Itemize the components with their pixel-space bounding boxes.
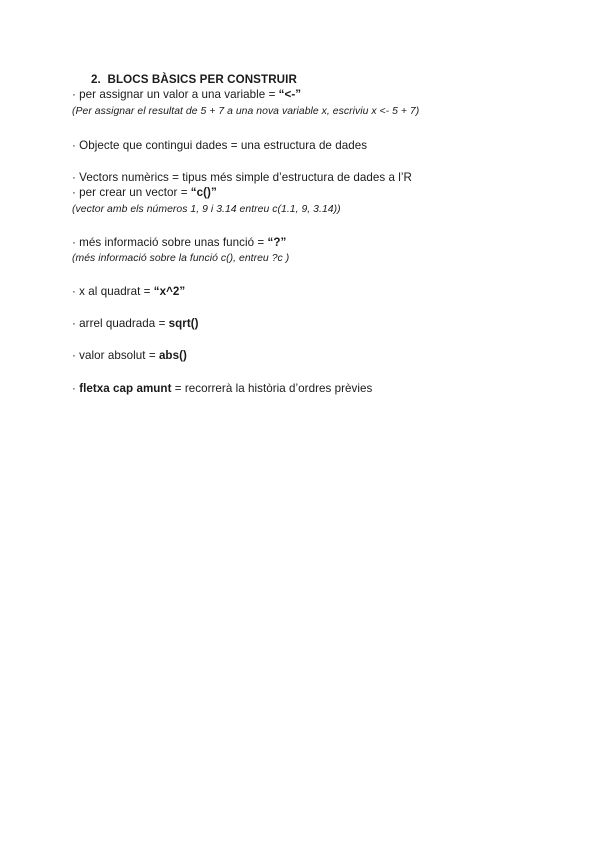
- section-title: BLOCS BÀSICS PER CONSTRUIR: [107, 73, 297, 86]
- square-text: · x al quadrat =: [72, 285, 154, 298]
- history-code: fletxa cap amunt: [79, 382, 172, 395]
- history-line: [72, 381, 372, 396]
- help-note: (més informació sobre la funció c(), entreu ?c ): [72, 253, 290, 264]
- create-vector-note: (vector amb els números 1, 9 i 3.14 entreu c(1.1, 9, 3.14)): [72, 204, 341, 215]
- square-line: [72, 284, 185, 299]
- sqrt-text: · arrel quadrada =: [72, 317, 169, 330]
- help-code: “?”: [267, 236, 287, 249]
- assign-line: [72, 87, 301, 102]
- create-vector-text: · per crear un vector =: [72, 186, 191, 199]
- create-vector-code: “c()”: [190, 186, 217, 199]
- abs-code: abs(): [158, 349, 187, 362]
- vectors-line: · Vectors numèrics = tipus més simple d’estructura de dades a l’R: [72, 171, 412, 184]
- assign-text: · per assignar un valor a una variable =: [72, 88, 279, 101]
- assign-code: “<-”: [278, 88, 302, 101]
- section-number: 2.: [91, 73, 101, 86]
- history-prefix: ·: [72, 382, 80, 395]
- sqrt-line: [72, 316, 199, 331]
- sqrt-code: sqrt(): [168, 317, 199, 330]
- square-code: “x^2”: [153, 285, 186, 298]
- abs-text: · valor absolut =: [72, 349, 159, 362]
- help-line: [72, 235, 286, 250]
- object-line: · Objecte que contingui dades = una estructura de dades: [72, 139, 368, 152]
- section-heading: [91, 72, 297, 87]
- abs-line: [72, 348, 187, 363]
- history-text: = recorrerà la història d’ordres prèvies: [171, 382, 373, 395]
- create-vector-line: [72, 185, 217, 200]
- assign-note: (Per assignar el resultat de 5 + 7 a una nova variable x, escriviu x <- 5 + 7): [72, 106, 420, 117]
- help-text: · més informació sobre unas funció =: [72, 236, 268, 249]
